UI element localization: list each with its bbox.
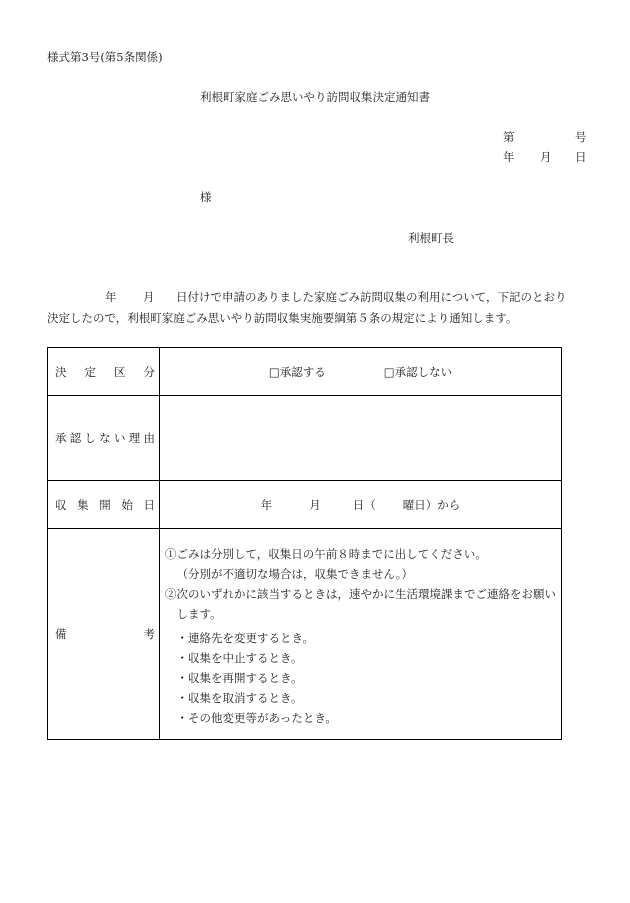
reject-option: □承認しない	[383, 364, 453, 379]
rejection-reason-field	[160, 396, 561, 480]
issue-date-day: 日	[575, 150, 587, 164]
remarks-bullet: ・その他変更等があったとき。	[176, 711, 337, 725]
remarks-bullet: ・収集を中止するとき。	[176, 651, 303, 665]
remarks-label-cell	[48, 529, 160, 739]
remarks-note-1-sub: （分別が不適切な場合は，収集できません。）	[176, 567, 413, 581]
issuer-name: 利根町長	[408, 231, 454, 245]
remarks-content	[160, 529, 561, 739]
start-date-label	[55, 497, 155, 513]
decision-label	[55, 364, 155, 380]
label-character: 始	[121, 497, 133, 512]
decision-row	[48, 348, 561, 395]
remarks-bullet-list	[165, 628, 561, 728]
label-character: 備	[55, 627, 67, 641]
addressee-honorific: 様	[200, 190, 212, 204]
label-character: 収	[55, 497, 67, 512]
start-date-day: 日（	[352, 497, 376, 512]
label-character: 理	[128, 431, 141, 445]
label-character: 考	[143, 627, 155, 641]
label-character: 集	[77, 497, 89, 512]
notice-number-prefix: 第	[503, 130, 515, 144]
decision-label-cell	[48, 348, 160, 395]
label-character: 由	[143, 431, 155, 445]
body-text-line-2: 決定したので，利根町家庭ごみ思いやり訪問収集実施要綱第５条の規定により通知します。	[47, 311, 518, 325]
start-date-row	[48, 480, 561, 528]
remarks-row	[48, 528, 561, 739]
body-date-month: 月	[143, 290, 155, 304]
remarks-note-2: ②次のいずれかに該当するときは，速やかに生活環境課までご連絡をお願い	[165, 587, 556, 601]
body-date-year: 年	[105, 290, 117, 304]
start-date-label-cell	[48, 481, 160, 528]
remarks-bullet: ・収集を再開するとき。	[176, 671, 303, 685]
start-date-weekday: 曜日）から	[402, 497, 461, 512]
form-number-label: 様式第3号(第5条関係)	[47, 50, 163, 64]
issue-date-month: 月	[540, 150, 552, 164]
rejection-reason-label-cell	[48, 396, 160, 480]
start-date-field	[160, 481, 561, 528]
start-date-month: 月	[309, 497, 321, 512]
label-character: 開	[99, 497, 111, 512]
label-character: 分	[143, 364, 155, 379]
approve-option: □承認する	[268, 364, 326, 379]
label-character: し	[84, 431, 96, 445]
label-character: 区	[114, 364, 126, 379]
label-character: 認	[69, 431, 82, 445]
label-character: 承	[55, 431, 67, 445]
remarks-bullet: ・収集を取消するとき。	[176, 691, 303, 705]
label-character: 決	[55, 364, 67, 379]
document-title: 利根町家庭ごみ思いやり訪問収集決定通知書	[200, 90, 430, 104]
remarks-note-2-continued: します。	[176, 607, 222, 621]
remarks-label	[55, 626, 155, 642]
decision-table	[47, 347, 562, 740]
start-date-year: 年	[260, 497, 273, 512]
label-character: な	[99, 431, 111, 445]
body-text-line-1: 日付けで申請のありました家庭ごみ訪問収集の利用について，下記のとおり	[176, 290, 567, 304]
label-character: 日	[143, 497, 155, 512]
label-character: い	[114, 431, 126, 445]
notice-number-suffix: 号	[575, 130, 587, 144]
issue-date-year: 年	[503, 150, 515, 164]
remarks-bullet: ・連絡先を変更するとき。	[176, 631, 315, 645]
rejection-reason-row	[48, 395, 561, 480]
label-character: 定	[84, 364, 96, 379]
remarks-note-1: ①ごみは分別して，収集日の午前８時までに出してください。	[165, 547, 487, 561]
decision-options	[160, 348, 561, 395]
rejection-reason-label	[55, 430, 155, 446]
